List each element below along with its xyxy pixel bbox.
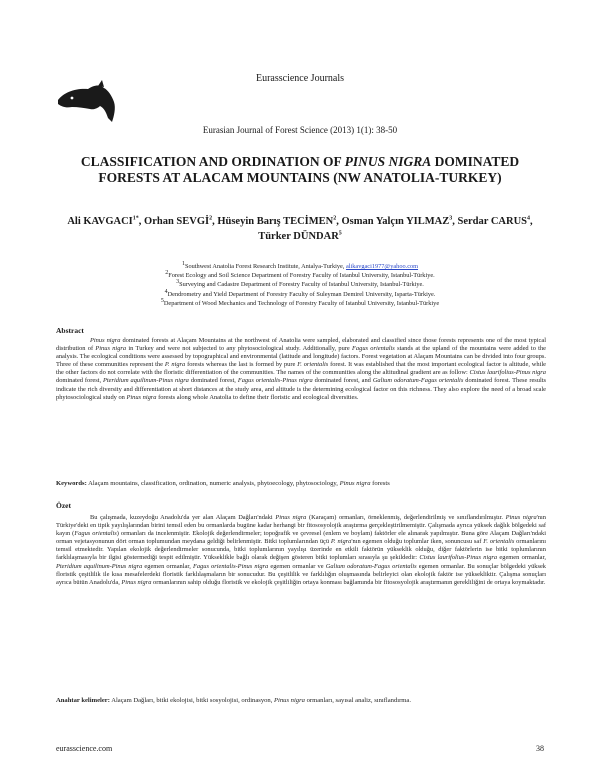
author-affiliation-mark: 3 [449,215,453,222]
title-part-2: DOMINATED FORESTS AT ALACAM MOUNTAINS (NW ANATOLIA-TURKEY) [98,154,520,185]
author-name: Serdar CARUS [457,216,528,227]
affiliation-number: 5 [160,297,164,304]
affiliation-line: $^4$Dendrometry and Yield Department of Forestry Faculty of Suleyman Demirel University, Isparta-Türkiye. [164,288,436,298]
keywords-text: Alaçam mountains, classification, ordination, numeric analysis, phytoecology, phytosociology, Pinus nigra forests [86,480,390,487]
affiliation-line: $^2$Forest Ecology and Soil Science Department of Forestry Faculty of Istanbul University, Istanbul-Türkiye. [165,270,435,280]
keywords-label: Keywords: [56,480,87,487]
author-name: Orhan SEVGİ [144,216,210,227]
affiliation-line: $^5$Department of Wood Mechanics and Technology of Forestry Faculty of Istanbul University, Istanbul-Türkiye [160,297,440,307]
paragraph-text: Pinus nigra dominated forests at Alaçam Mountains at the northwest of Anatolia were sampled, elaborated and classified since those forests represents one of the most typical distribution of Pinus nigra in Turkey and were not subjected to any phytosociological study. Additionally, pure Fagus orientalis stands at the upland of the mountains were added to the analysis. The ecological conditions were assessed by topographical and environmental (latitude and longitude) factors. Forest vegetation at Alaçam Mountains can be divided into four groups. Three of these communities represent the P. nigra forests whereas the last is formed by pure F. orientalis forest. It was established that the most important ecological factor is altitude, while the other factors do not correlate with the floristic differentiation of the communities. The names of the communities along the altitudinal gradient are as follow: Cistus laurifolius-Pinus nigra dominated forest, Pteridium aquilinum-Pinus nigra dominated forest, Fagus orientalis-Pinus nigra dominated forest, and Galium odoratum-Fagus orientalis dominated forest. These results indicate the rich diversity and differentiation at short distances at the study area, and altitude is the determining ecological factor on this richness. They also explore the need of a broad scale phytosociological study on Pinus nigra forests along whole Anatolia to define their floristic and ecological diversities. [56,337,547,401]
anahtar-label: Anahtar kelimeler: [56,697,110,704]
ozet-body [56,514,546,587]
title-part-1: CLASSIFICATION AND ORDINATION OF [80,154,345,169]
author-affiliation-mark: 1* [132,215,139,222]
author-affiliation-mark: 2 [333,215,337,222]
page-number: 38 [536,744,544,753]
anahtar-kelimeler [56,697,546,705]
affiliation-list [60,262,540,308]
title-italic: PINUS NIGRA [344,154,432,169]
ozet-heading: Özet [56,501,71,510]
author-name: Hüseyin Barış TECİMEN [217,216,334,227]
horse-head-logo-icon [54,80,120,126]
author-affiliation-mark: 4 [527,215,531,222]
author-name: Türker DÜNDAR [258,231,339,242]
publisher-name: Eurasscience Journals [255,73,345,84]
footer-site: eurasscience.com [56,744,113,753]
affiliation-number: 3 [176,279,180,286]
anahtar-text: Alaçam Dağları, bitki ekolojisi, bitki sosyolojisi, ordinasyon, Pinus nigra ormanları, sayısal analiz, sınıflandırma. [109,697,411,704]
affiliation-number: 4 [164,288,168,295]
abstract-heading: Abstract [56,326,84,335]
affiliation-line: $^1$Southwest Anatolia Forest Research Institute, Antalya-Turkiye, alikavgaci1977@yahoo.com [181,260,419,270]
keywords [56,480,546,488]
author-affiliation-mark: 5 [338,230,342,237]
email-link[interactable]: alikavgaci1977@yahoo.com [345,263,419,270]
paragraph-text: Bu çalışmada, kuzeydoğu Anadolu'da yer alan Alaçam Dağları'ndaki Pinus nigra (Karaçam) ormanları, örneklenmiş, değerlendirilmiş ve sınıflandırılmıştır. Pinus nigra'nın Türkiye'deki en tipik yayılışlarından birini temsil eden bu ormanlarda bugüne kadar herhangi bir fitososyolojik araştırma gerçekleştirilmemiştir. Çalışmada ayrıca yüksek dağlık bölgedeki saf kayın (Fagus orientalis) ormanları da incelenmiştir. Ekolojik değerlendirmeler; topoğrafik ve çevresel (enlem ve boylam) faktörler ele alınarak yapılmıştır. Buna göre Alaçam Dağları'ndaki orman vejetasyonunun dört orman toplumundan meydana geldiği belirlenmiştir. Bitki toplumlarından üçü P. nigra'nın egemen olduğu toplumlar iken, sonuncusu saf F. orientalis ormanlarını temsil etmektedir. Yapılan ekolojik değerlendirmeler sonucunda, bitki toplumlarının yayılışı üzerinde en etkili faktörün yükseklik olduğu, diğer faktörlerin ise bitki toplumlarının farklılaşmasıyla bir ilgisi göstermediği tespit edilmiştir. Yükseklikle bağlı olarak değişen gösteren bitki toplumları sırasıyla şu şekildedir: Cistus laurifolius-Pinus nigra egemen ormanlar, Pteridium aquilinum-Pinus nigra egemen ormanlar, Fagus orientalis-Pinus nigra egemen ormanlar ve Galium odoratum-Fagus orientalis egemen ormanlar. Bu sonuçlar bölgedeki yüksek floristik çeşitlilik ile kısa mesafelerdeki floristik farklılaşmaların bir sonucudur. Bu çeşitlilik ve farklılığın oluşmasında belirleyici olan ekolojik faktör ise yüksekliktir. Çalışma sonuçları ayrıca bütün Anadolu'da, Pinus nigra ormanlarının sahip olduğu floristik ve ekolojik çeşitliliğin ortaya konması bağlamında bir fitososyolojik araştırmanın gerekliliğini de ortaya koymaktadır. [56,514,546,586]
affiliation-number: 1 [181,260,185,267]
author-name: Osman Yalçın YILMAZ [341,216,450,227]
journal-reference: Eurasian Journal of Forest Science (2013) 1(1): 38-50 [202,125,398,135]
affiliation-number: 2 [165,270,169,277]
author-affiliation-mark: 2 [209,215,213,222]
author-list: Ali $KAVGACI^{1*}$, Orhan SEVGİ$^2$, Hüseyin Barış TECİMEN$^2$, Osman Yalçın YILMAZ$^3$, Serdar CARUS$^4$, Türker DÜNDAR$^5$ [67,215,533,242]
affiliation-line: $^3$Surveying and Cadastre Department of Forestry Faculty of Istanbul University, Istanbul-Türkiye. [176,279,424,289]
author-name: Ali KAVGACI [67,216,133,227]
paper-title [60,154,540,186]
abstract-body [56,337,546,402]
